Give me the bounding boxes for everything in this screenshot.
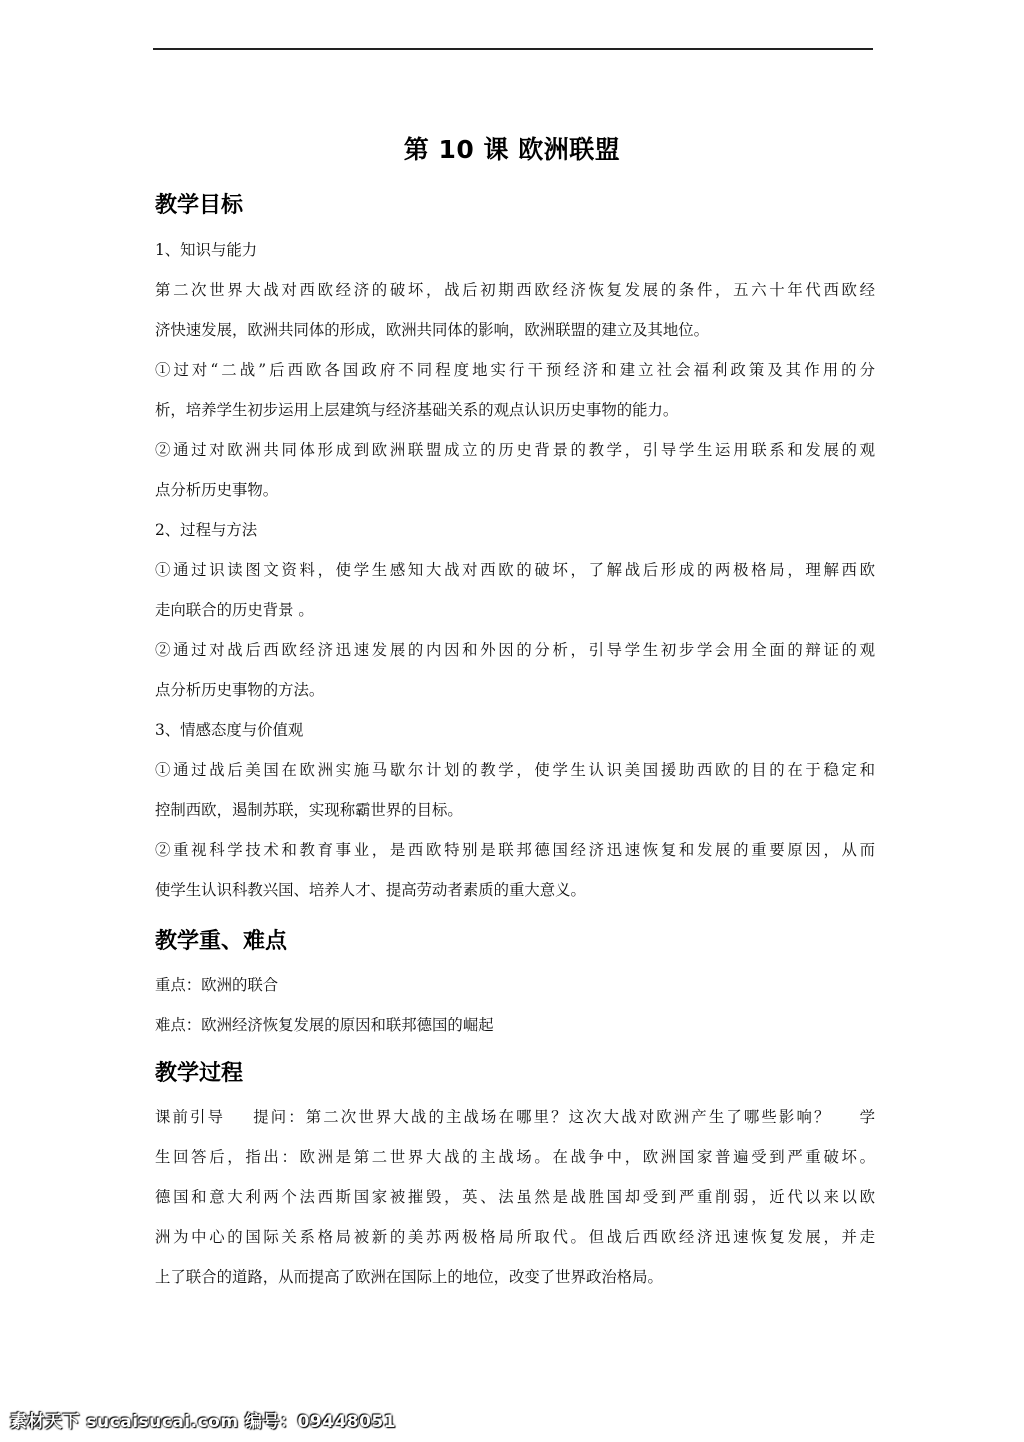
goals-p1-line2: 济快速发展，欧洲共同体的形成，欧洲共同体的影响，欧洲联盟的建立及其地位。: [155, 321, 710, 339]
process-line2: 生回答后，指出：欧洲是第二世界大战的主战场。在战争中，欧洲国家普遍受到严重破坏。: [155, 1148, 875, 1166]
process-line3: 德国和意大利两个法西斯国家被摧毁，英、法虽然是战胜国却受到严重削弱，近代以来以欧: [155, 1188, 875, 1206]
goals-p5-line1: ②通过对战后西欧经济迅速发展的内因和外因的分析，引导学生初步学会用全面的辩证的观: [155, 641, 875, 659]
difficult-point: 难点：欧洲经济恢复发展的原因和联邦德国的崛起: [155, 1016, 494, 1034]
goals-p4-line1: ①通过识读图文资料，使学生感知大战对西欧的破坏，了解战后形成的两极格局，理解西欧: [155, 561, 875, 579]
goals-p5-line2: 点分析历史事物的方法。: [155, 681, 325, 699]
process-line1: 课前引导 提问：第二次世界大战的主战场在哪里？这次大战对欧洲产生了哪些影响？ 学: [155, 1108, 875, 1126]
subheading-knowledge: 1、知识与能力: [155, 241, 258, 259]
goals-p2-line1: ①过对“二战”后西欧各国政府不同程度地实行干预经济和建立社会福利政策及其作用的分: [155, 361, 875, 379]
heading-teaching-goals: 教学目标: [155, 193, 244, 218]
key-point: 重点：欧洲的联合: [155, 976, 279, 994]
process-line5: 上了联合的道路，从而提高了欧洲在国际上的地位，改变了世界政治格局。: [155, 1268, 663, 1286]
watermark-text: 素材天下 sucaisucai.com 编号：09448051: [10, 1412, 397, 1432]
heading-teaching-process: 教学过程: [155, 1061, 244, 1086]
goals-p7-line2: 使学生认识科教兴国、培养人才、提高劳动者素质的重大意义。: [155, 881, 586, 899]
goals-p3-line2: 点分析历史事物。: [155, 481, 279, 499]
goals-p3-line1: ②通过对欧洲共同体形成到欧洲联盟成立的历史背景的教学，引导学生运用联系和发展的观: [155, 441, 875, 459]
subheading-process-method: 2、过程与方法: [155, 521, 258, 539]
goals-p7-line1: ②重视科学技术和教育事业，是西欧特别是联邦德国经济迅速恢复和发展的重要原因，从而: [155, 841, 875, 859]
page-title: 第 10 课 欧洲联盟: [403, 135, 621, 164]
process-line4: 洲为中心的国际关系格局被新的美苏两极格局所取代。但战后西欧经济迅速恢复发展，并走: [155, 1228, 875, 1246]
heading-key-difficult-points: 教学重、难点: [155, 929, 288, 954]
subheading-attitude-values: 3、情感态度与价值观: [155, 721, 304, 739]
goals-p2-line2: 析，培养学生初步运用上层建筑与经济基础关系的观点认识历史事物的能力。: [155, 401, 679, 419]
goals-p6-line2: 控制西欧，遏制苏联，实现称霸世界的目标。: [155, 801, 463, 819]
top-rule: [153, 48, 873, 50]
goals-p1-line1: 第二次世界大战对西欧经济的破坏，战后初期西欧经济恢复发展的条件，五六十年代西欧经: [155, 281, 875, 299]
goals-p4-line2: 走向联合的历史背景 。: [155, 601, 314, 619]
goals-p6-line1: ①通过战后美国在欧洲实施马歇尔计划的教学，使学生认识美国援助西欧的目的在于稳定和: [155, 761, 875, 779]
